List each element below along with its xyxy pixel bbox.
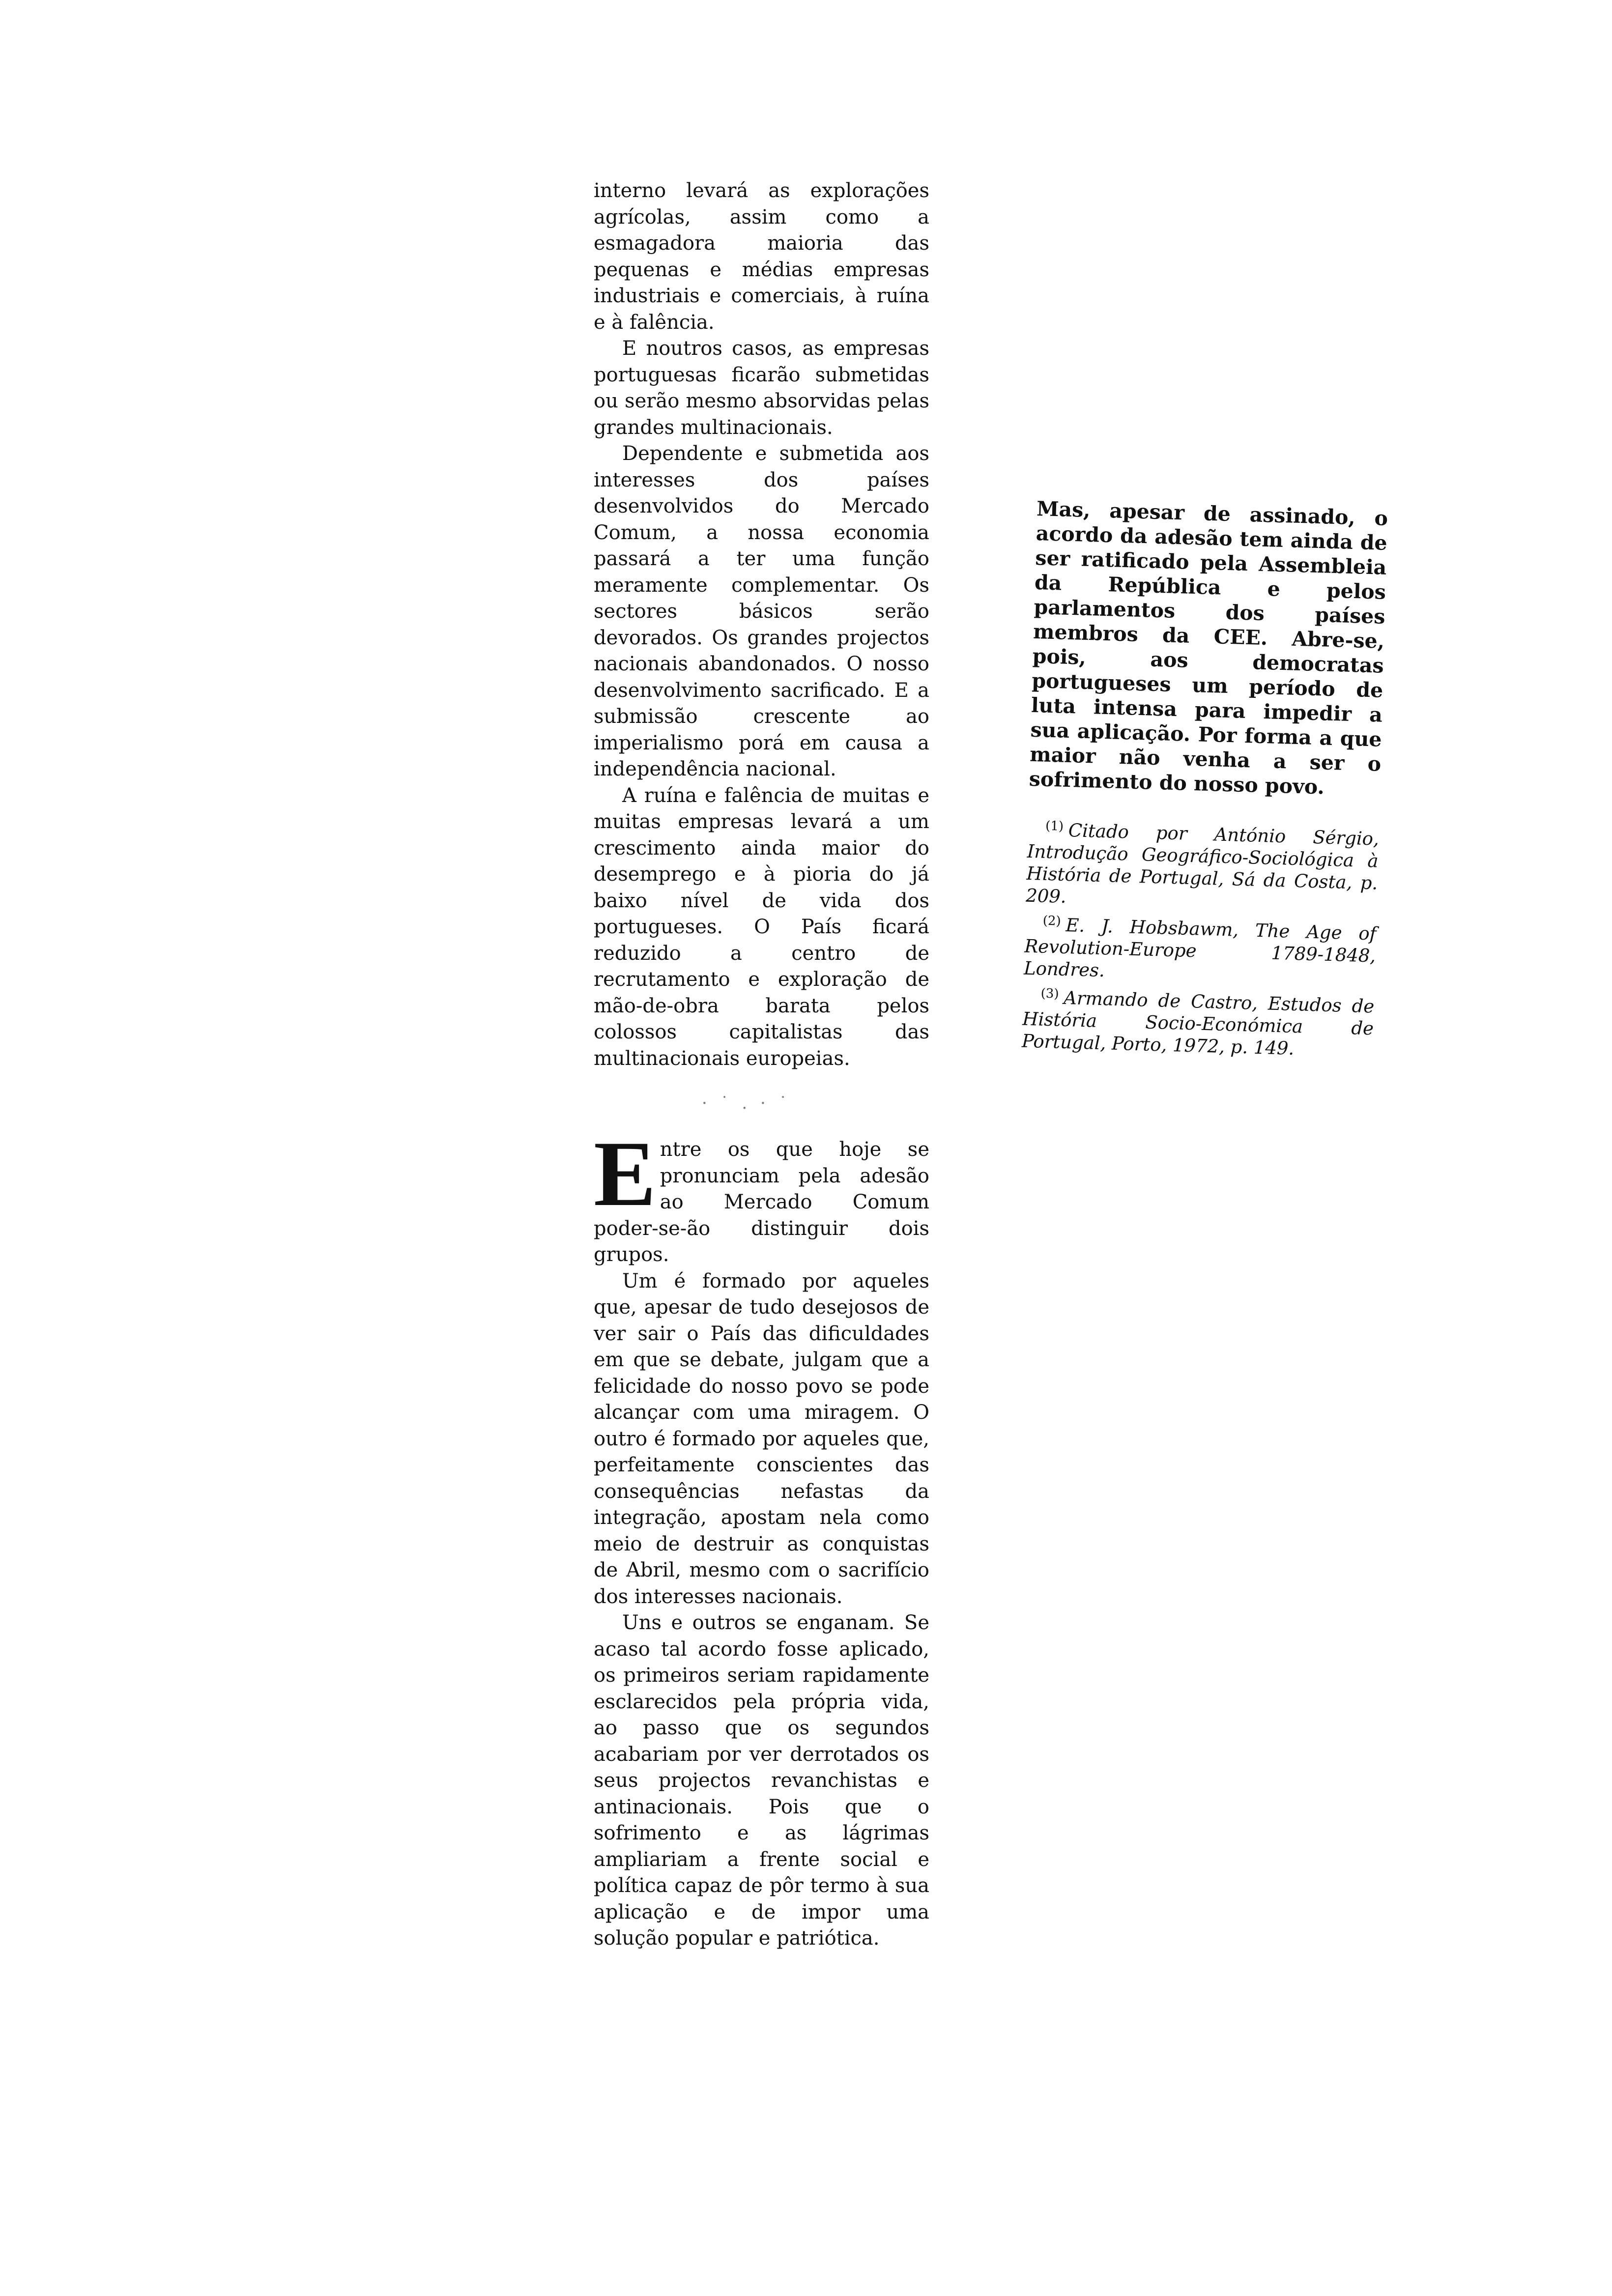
dropcap-paragraph-text: ntre os que hoje se pronunciam pela adesão ao Mercado Comum poder-se-ão distinguir dois grupos.	[594, 1138, 929, 1266]
dropcap-letter: E	[594, 1122, 656, 1226]
footnote	[1024, 910, 1377, 989]
right-text-column	[1021, 496, 1388, 1065]
footnote-text: Citado por António Sérgio, Introdução Geográfico-Sociológica à História de Portugal, Sá da Costa, p. 209.	[1025, 820, 1380, 907]
paragraph: E noutros casos, as empresas portuguesas ficarão submetidas ou serão mesmo absorvidas pelas grandes multinacionais.	[594, 337, 929, 439]
footnote-text: E. J. Hobsbawm, The Age of Revolution-Europe 1789-1848, Londres.	[1023, 914, 1377, 981]
footnote	[1021, 982, 1375, 1062]
paragraph: Mas, apesar de assinado, o acordo da adesão tem ainda de ser ratificado pela Assembleia da República e pelos parlamentos dos países membros da CEE. Abre-se, pois, aos democratas portugueses um período de luta intensa para impedir a sua aplicação. Por forma a que maior não venha a ser o sofrimento do nosso povo.	[1029, 496, 1388, 799]
dropcap-paragraph	[594, 1122, 929, 1268]
footnotes	[1021, 815, 1379, 1062]
paragraph: Um é formado por aqueles que, apesar de tudo desejosos de ver sair o País das dificuldades em que se debate, julgam que a felicidade do nosso povo se pode alcançar com uma miragem. O outro é formado por aqueles que, perfeitamente conscientes das consequências nefastas da integração, apostam nela como meio de destruir as conquistas de Abril, mesmo com o sacrifício dos interesses nacionais.	[594, 1269, 929, 1608]
footnote-mark: (3)	[1040, 986, 1060, 1002]
footnote-text: Armando de Castro, Estudos de História Socio-Económica de Portugal, Porto, 1972, p. 149.	[1021, 987, 1375, 1060]
left-text-column	[594, 178, 929, 1952]
paragraph: Uns e outros se enganam. Se acaso tal acordo fosse aplicado, os primeiros seriam rapidamente esclarecidos pela própria vida, ao passo que os segundos acabariam por ver derrotados os seus projectos revanchistas e antinacionais. Pois que o sofrimento e as lágrimas ampliariam a frente social e política capaz de pôr termo à sua aplicação e de impor uma solução popular e patriótica.	[594, 1611, 929, 1950]
ink-specks-decoration: · ˙ . · ˙	[702, 1093, 791, 1113]
footnote-mark: (2)	[1042, 913, 1062, 929]
section-separator	[594, 1077, 929, 1137]
paragraph: Dependente e submetida aos interesses dos países desenvolvidos do Mercado Comum, a nossa economia passará a ter uma função meramente complementar. Os sectores básicos serão devorados. Os grandes projectos nacionais abandonados. O nosso desenvolvimento sacrificado. E a submissão crescente ao imperialismo porá em causa a independência nacional.	[594, 442, 929, 780]
paragraph: A ruína e falência de muitas e muitas empresas levará a um crescimento ainda maior do desemprego e à pioria do já baixo nível de vida dos portugueses. O País ficará reduzido a centro de recrutamento e exploração de mão-de-obra barata pelos colossos capitalistas das multinacionais europeias.	[594, 784, 929, 1070]
paragraph: interno levará as explorações agrícolas, assim como a esmagadora maioria das pequenas e médias empresas industriais e comerciais, à ruína e à falência.	[594, 179, 929, 334]
footnote-mark: (1)	[1045, 818, 1064, 834]
footnote	[1026, 815, 1380, 917]
